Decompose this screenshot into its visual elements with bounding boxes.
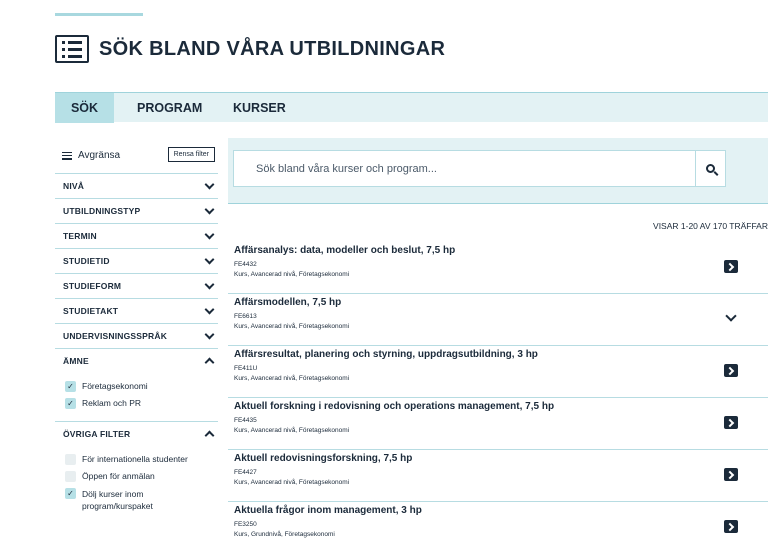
course-code: FE4427 <box>234 469 257 476</box>
amne-options <box>55 373 218 421</box>
page-title: SÖK BLAND VÅRA UTBILDNINGAR <box>99 37 446 60</box>
facet-label: TERMIN <box>63 231 97 241</box>
facet-termin[interactable] <box>55 223 218 248</box>
filter-sidebar <box>55 138 218 524</box>
chevron-down-icon <box>205 279 215 289</box>
tab-program[interactable]: PROGRAM <box>137 101 203 115</box>
search-icon <box>706 164 715 173</box>
facet-studieform[interactable] <box>55 273 218 298</box>
facet-label: UTBILDNINGSTYP <box>63 206 141 216</box>
sliders-icon <box>62 152 72 160</box>
avgransa-label: Avgränsa <box>78 150 121 161</box>
course-meta: Kurs, Avancerad nivå, Företagsekonomi <box>234 375 350 382</box>
facet-studietakt[interactable] <box>55 298 218 323</box>
course-code: FE6613 <box>234 313 257 320</box>
checkbox-unchecked[interactable] <box>65 454 76 465</box>
arrow-right-icon[interactable] <box>724 468 738 481</box>
option-label: För internationella studenter <box>82 454 188 464</box>
top-accent-bar <box>55 13 143 16</box>
clear-filter-button[interactable]: Rensa filter <box>168 147 215 162</box>
facet-label: NIVÅ <box>63 181 85 191</box>
checkbox-checked[interactable]: ✓ <box>65 488 76 499</box>
course-item[interactable] <box>228 450 768 502</box>
course-title[interactable]: Aktuella frågor inom management, 3 hp <box>234 505 422 516</box>
search-box <box>233 150 726 187</box>
option-label: Dölj kurser inom program/kurspaket <box>82 489 153 511</box>
facet-label: STUDIEFORM <box>63 281 122 291</box>
option-oppen-anmalan[interactable] <box>65 471 218 482</box>
option-label: Öppen för anmälan <box>82 471 155 481</box>
course-title[interactable]: Affärsresultat, planering och styrning, uppdragsutbildning, 3 hp <box>234 349 538 360</box>
facet-label: UNDERVISNINGSSPRÅK <box>63 331 168 341</box>
course-meta: Kurs, Avancerad nivå, Företagsekonomi <box>234 271 350 278</box>
option-foretagsekonomi[interactable] <box>65 381 218 392</box>
option-label: Reklam och PR <box>82 398 142 408</box>
chevron-down-icon <box>205 204 215 214</box>
facet-label: ÄMNE <box>63 356 89 366</box>
chevron-up-icon <box>205 431 215 441</box>
tab-bar <box>55 92 768 122</box>
option-internationella[interactable] <box>65 454 218 465</box>
course-code: FE4432 <box>234 261 257 268</box>
chevron-up-icon <box>205 358 215 368</box>
filter-header <box>55 138 218 173</box>
facet-niva[interactable] <box>55 173 218 198</box>
option-dolj-kurser[interactable] <box>65 488 218 512</box>
search-area <box>228 138 768 204</box>
arrow-right-icon[interactable] <box>724 364 738 377</box>
results-count: VISAR 1-20 AV 170 TRÄFFAR <box>653 221 768 231</box>
course-meta: Kurs, Grundnivå, Företagsekonomi <box>234 531 335 538</box>
course-title[interactable]: Affärsmodellen, 7,5 hp <box>234 297 342 308</box>
arrow-right-icon[interactable] <box>724 416 738 429</box>
search-button[interactable] <box>695 151 725 186</box>
tab-kurser[interactable]: KURSER <box>233 101 286 115</box>
course-meta: Kurs, Avancerad nivå, Företagsekonomi <box>234 323 350 330</box>
arrow-right-icon[interactable] <box>724 260 738 273</box>
checkbox-checked[interactable]: ✓ <box>65 381 76 392</box>
chevron-down-icon <box>205 304 215 314</box>
results-panel <box>228 138 768 549</box>
option-reklam-pr[interactable] <box>65 398 218 409</box>
chevron-down-icon <box>205 229 215 239</box>
course-item[interactable] <box>228 502 768 549</box>
course-title[interactable]: Aktuell redovisningsforskning, 7,5 hp <box>234 453 413 464</box>
facet-studietid[interactable] <box>55 248 218 273</box>
course-meta: Kurs, Avancerad nivå, Företagsekonomi <box>234 427 350 434</box>
course-item[interactable] <box>228 346 768 398</box>
course-title[interactable]: Affärsanalys: data, modeller och beslut, 7,5 hp <box>234 245 456 256</box>
facet-label: STUDIETAKT <box>63 306 119 316</box>
facet-amne[interactable] <box>55 348 218 373</box>
tab-sok[interactable]: SÖK <box>55 93 114 123</box>
course-meta: Kurs, Avancerad nivå, Företagsekonomi <box>234 479 350 486</box>
course-code: FE3250 <box>234 521 257 528</box>
facet-label: STUDIETID <box>63 256 110 266</box>
page-heading <box>55 34 445 64</box>
arrow-right-icon[interactable] <box>724 520 738 533</box>
course-item[interactable] <box>228 294 768 346</box>
option-label: Företagsekonomi <box>82 381 148 391</box>
chevron-down-icon <box>205 179 215 189</box>
course-item[interactable] <box>228 398 768 450</box>
course-title[interactable]: Aktuell forskning i redovisning och operations management, 7,5 hp <box>234 401 555 412</box>
facet-label: ÖVRIGA FILTER <box>63 429 131 439</box>
facet-undervisningssprak[interactable] <box>55 323 218 348</box>
chevron-down-icon <box>205 254 215 264</box>
chevron-down-icon <box>205 329 215 339</box>
list-icon <box>55 35 89 63</box>
search-input[interactable] <box>234 151 695 186</box>
course-code: FE411U <box>234 365 258 372</box>
course-code: FE4435 <box>234 417 257 424</box>
course-item[interactable] <box>228 242 768 294</box>
facet-ovriga-filter[interactable] <box>55 421 218 446</box>
checkbox-checked[interactable]: ✓ <box>65 398 76 409</box>
facet-utbildningstyp[interactable] <box>55 198 218 223</box>
ovriga-options <box>55 446 218 524</box>
checkbox-unchecked[interactable] <box>65 471 76 482</box>
